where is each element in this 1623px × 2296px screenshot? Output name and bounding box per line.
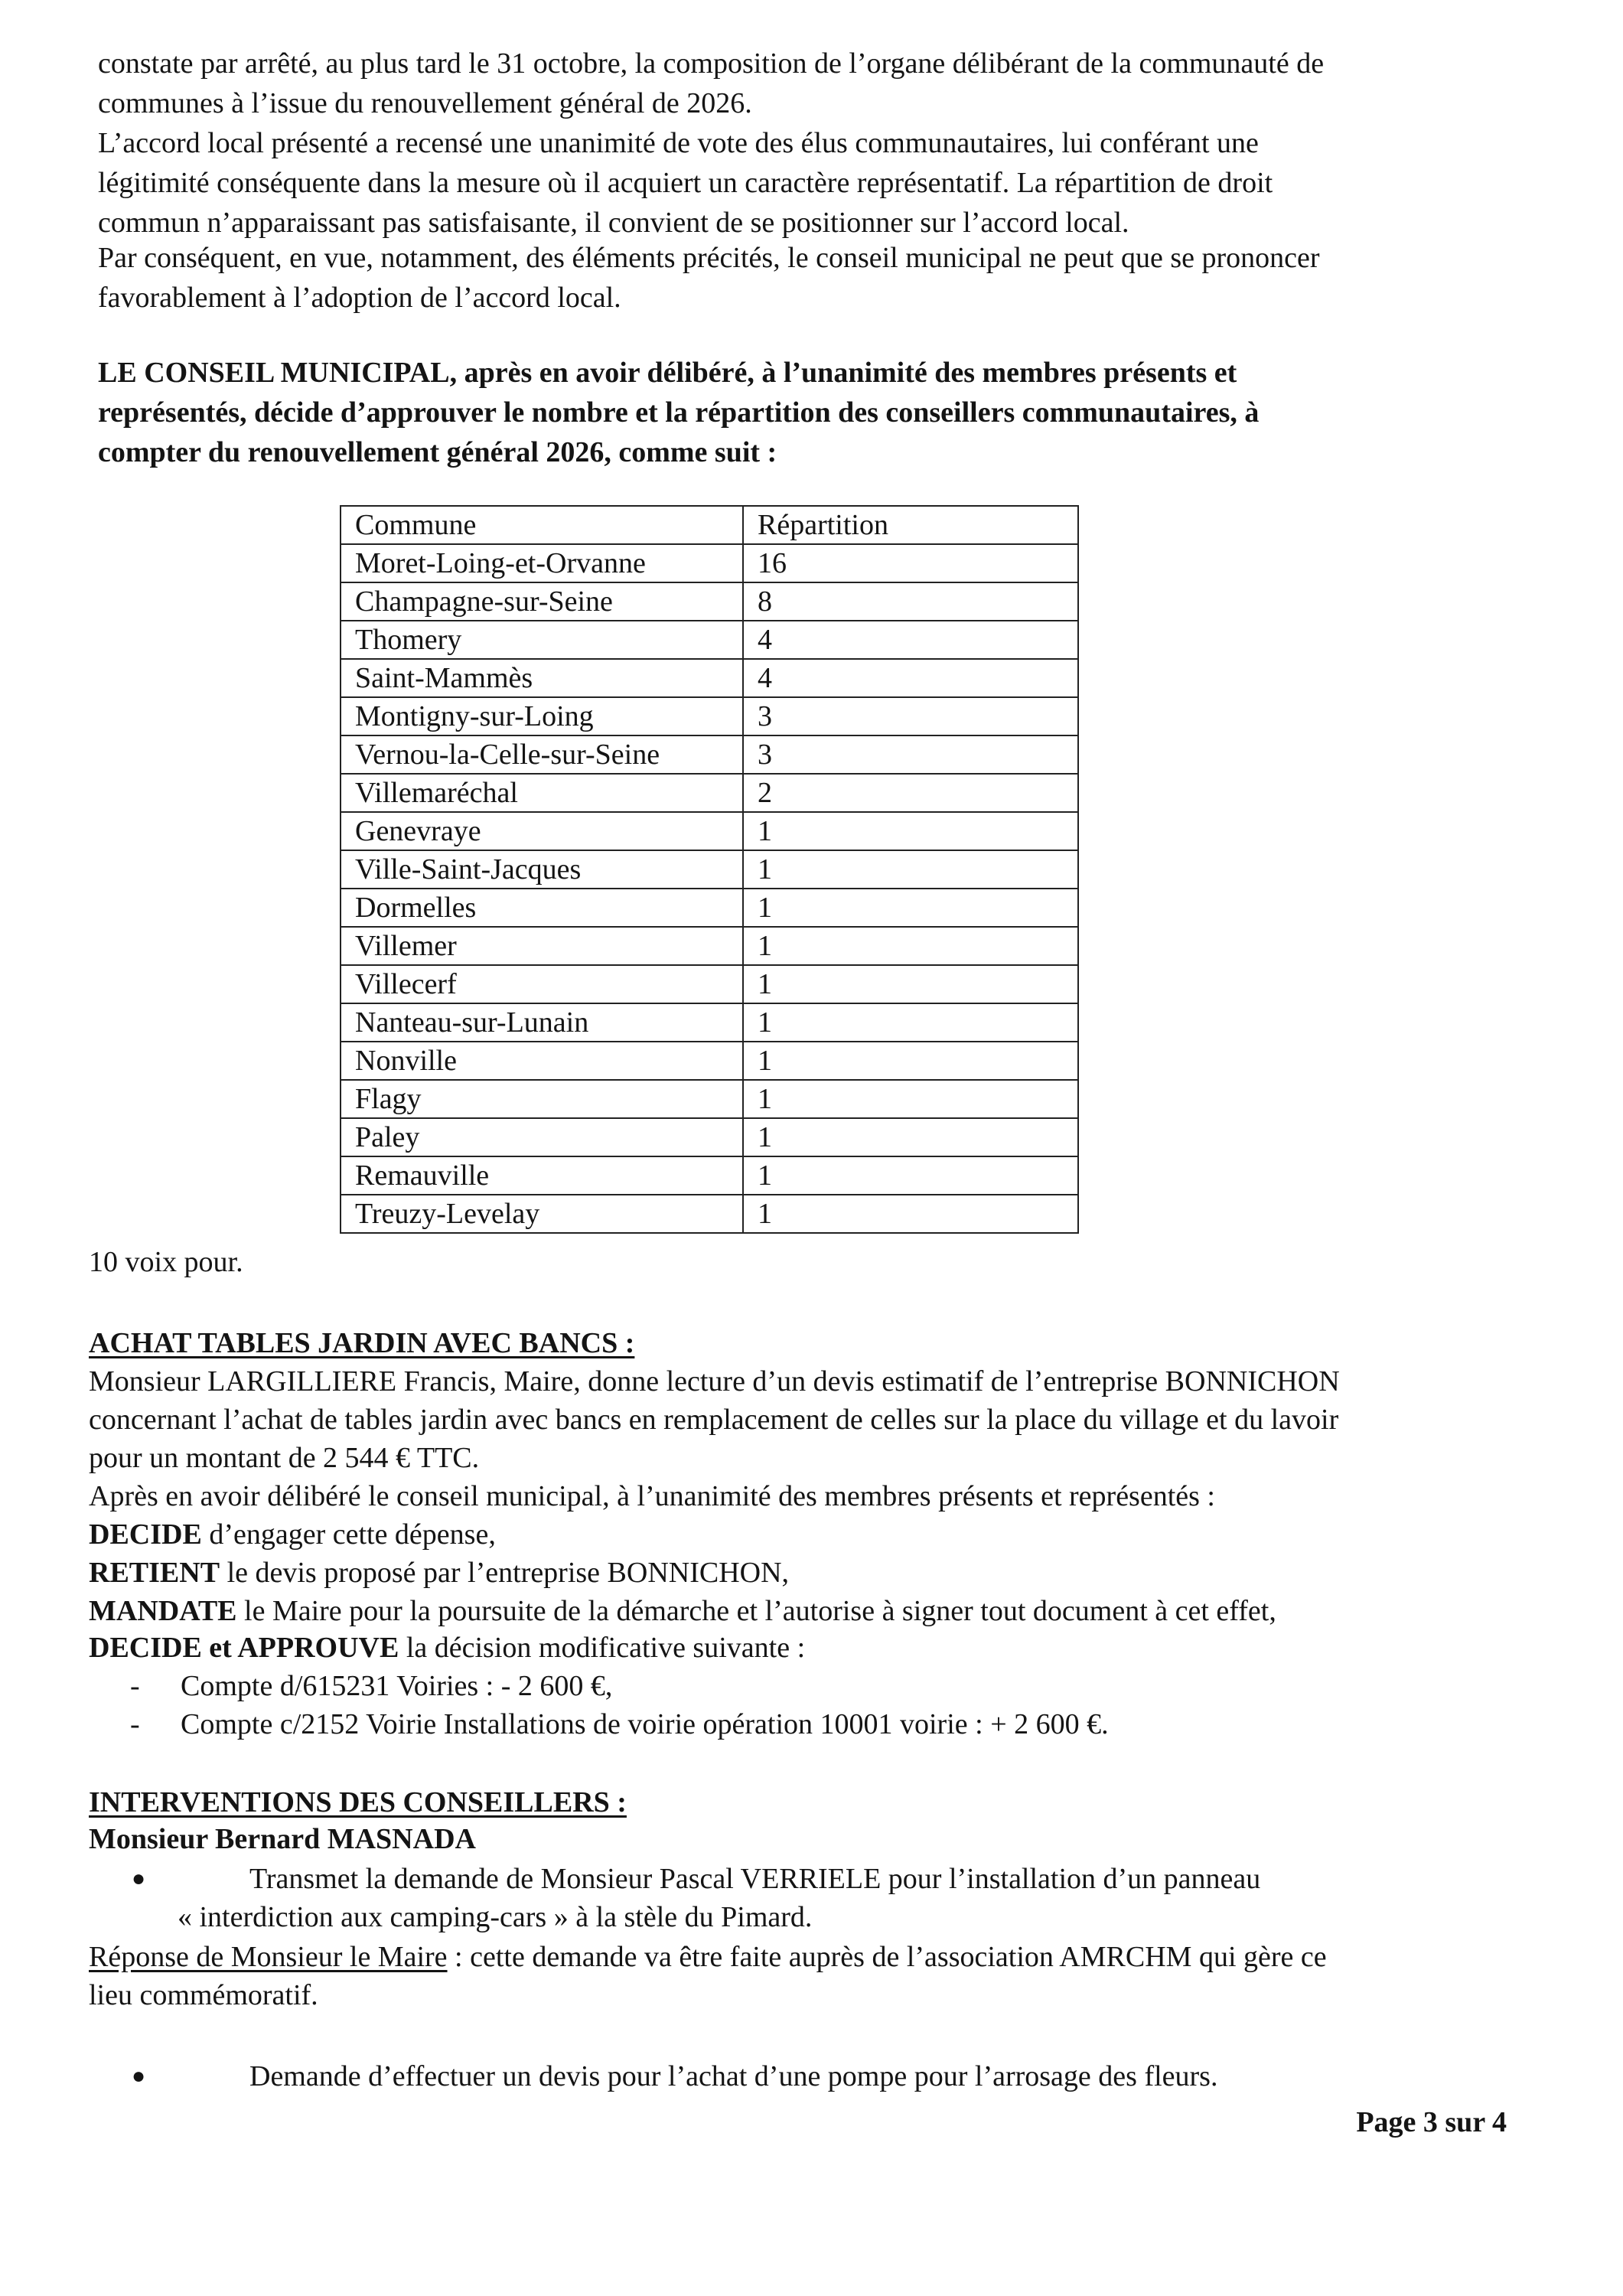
reponse-line <box>89 1938 1327 1976</box>
intro-line: constate par arrêté, au plus tard le 31 octobre, la composition de l’organe délibérant de la communauté de <box>98 47 1325 80</box>
approuve-line <box>89 1629 805 1667</box>
table-row <box>341 1042 1078 1080</box>
commune-cell: Saint-Mammès <box>341 659 743 697</box>
achat-line: Monsieur LARGILLIERE Francis, Maire, donne lecture d’un devis estimatif de l’entreprise BONNICHON <box>89 1365 1340 1397</box>
intro-line: commun n’apparaissant pas satisfaisante, il convient de se positionner sur l’accord local. <box>98 207 1129 239</box>
repartition-cell: 4 <box>743 659 1078 697</box>
bullet-icon: ● <box>132 2063 146 2089</box>
commune-cell: Villecerf <box>341 965 743 1003</box>
commune-cell: Dormelles <box>341 889 743 927</box>
table-row <box>341 927 1078 965</box>
intro-line: favorablement à l’adoption de l’accord local. <box>98 282 621 314</box>
decide-line <box>89 1515 496 1554</box>
table-row <box>341 850 1078 889</box>
repartition-cell: 16 <box>743 544 1078 582</box>
commune-cell: Villemer <box>341 927 743 965</box>
column-header-commune: Commune <box>341 506 743 544</box>
table-row <box>341 1118 1078 1156</box>
table-row <box>341 582 1078 621</box>
achat-line: Après en avoir délibéré le conseil municipal, à l’unanimité des membres présents et représentés : <box>89 1480 1215 1512</box>
table-row <box>341 1195 1078 1233</box>
intervention-line: Demande d’effectuer un devis pour l’achat d’une pompe pour l’arrosage des fleurs. <box>249 2060 1218 2092</box>
commune-cell: Treuzy-Levelay <box>341 1195 743 1233</box>
repartition-cell: 1 <box>743 965 1078 1003</box>
repartition-table <box>340 505 1079 1234</box>
table-row <box>341 889 1078 927</box>
commune-cell: Villemaréchal <box>341 774 743 812</box>
decision-line: compter du renouvellement général 2026, comme suit : <box>98 436 777 468</box>
commune-cell: Vernou-la-Celle-sur-Seine <box>341 735 743 774</box>
reponse-text: : cette demande va être faite auprès de l’association AMRCHM qui gère ce <box>447 1941 1327 1973</box>
repartition-cell: 1 <box>743 812 1078 850</box>
repartition-cell: 3 <box>743 735 1078 774</box>
table-row <box>341 965 1078 1003</box>
intro-line: Par conséquent, en vue, notamment, des éléments précités, le conseil municipal ne peut que se prononcer <box>98 242 1320 274</box>
repartition-cell: 1 <box>743 1195 1078 1233</box>
decide-text: d’engager cette dépense, <box>201 1518 496 1551</box>
repartition-cell: 1 <box>743 850 1078 889</box>
reponse-label: Réponse de Monsieur le Maire <box>89 1941 448 1973</box>
repartition-cell: 1 <box>743 1003 1078 1042</box>
commune-cell: Paley <box>341 1118 743 1156</box>
commune-cell: Remauville <box>341 1156 743 1195</box>
repartition-cell: 1 <box>743 1080 1078 1118</box>
keyword-approuve: DECIDE et APPROUVE <box>89 1632 399 1664</box>
section-heading-achat: ACHAT TABLES JARDIN AVEC BANCS : <box>89 1327 635 1359</box>
keyword-decide: DECIDE <box>89 1518 202 1551</box>
intro-line: légitimité conséquente dans la mesure où il acquiert un caractère représentatif. La répartition de droit <box>98 167 1273 199</box>
commune-cell: Genevraye <box>341 812 743 850</box>
commune-cell: Montigny-sur-Loing <box>341 697 743 735</box>
vote-result: 10 voix pour. <box>89 1246 243 1278</box>
account-item: Compte c/2152 Voirie Installations de voirie opération 10001 voirie : + 2 600 €. <box>181 1708 1109 1740</box>
commune-cell: Nonville <box>341 1042 743 1080</box>
approuve-text: la décision modificative suivante : <box>399 1632 806 1664</box>
table-row <box>341 1003 1078 1042</box>
repartition-cell: 1 <box>743 1118 1078 1156</box>
intro-line: L’accord local présenté a recensé une unanimité de vote des élus communautaires, lui conférant une <box>98 127 1259 159</box>
commune-cell: Ville-Saint-Jacques <box>341 850 743 889</box>
table-row <box>341 621 1078 659</box>
commune-cell: Champagne-sur-Seine <box>341 582 743 621</box>
achat-line: concernant l’achat de tables jardin avec bancs en remplacement de celles sur la place du village et du lavoir <box>89 1404 1339 1436</box>
commune-cell: Thomery <box>341 621 743 659</box>
mandate-text: le Maire pour la poursuite de la démarche et l’autorise à signer tout document à cet effet, <box>236 1595 1276 1627</box>
dash-marker: - <box>130 1670 140 1702</box>
keyword-retient: RETIENT <box>89 1557 220 1589</box>
page-prefix: Page <box>1356 2106 1423 2138</box>
repartition-cell: 1 <box>743 889 1078 927</box>
councillor-name: Monsieur Bernard MASNADA <box>89 1823 476 1855</box>
keyword-mandate: MANDATE <box>89 1595 237 1627</box>
table-row <box>341 1080 1078 1118</box>
commune-cell: Flagy <box>341 1080 743 1118</box>
intro-line: communes à l’issue du renouvellement général de 2026. <box>98 87 752 119</box>
intervention-line: « interdiction aux camping-cars » à la stèle du Pimard. <box>178 1901 813 1933</box>
decision-line: représentés, décide d’approuver le nombre et la répartition des conseillers communautaires, à <box>98 396 1260 429</box>
table-row <box>341 697 1078 735</box>
table-row <box>341 544 1078 582</box>
table-row <box>341 1156 1078 1195</box>
repartition-cell: 3 <box>743 697 1078 735</box>
table-row <box>341 735 1078 774</box>
repartition-cell: 2 <box>743 774 1078 812</box>
repartition-cell: 8 <box>743 582 1078 621</box>
retient-text: le devis proposé par l’entreprise BONNICHON, <box>220 1557 790 1589</box>
table-row <box>341 774 1078 812</box>
page-number <box>1356 2103 1507 2141</box>
repartition-cell: 4 <box>743 621 1078 659</box>
repartition-cell: 1 <box>743 1156 1078 1195</box>
table-row <box>341 812 1078 850</box>
bullet-icon: ● <box>132 1866 146 1891</box>
account-item: Compte d/615231 Voiries : - 2 600 €, <box>181 1670 613 1702</box>
repartition-cell: 1 <box>743 927 1078 965</box>
intervention-line: Transmet la demande de Monsieur Pascal VERRIELE pour l’installation d’un panneau <box>249 1863 1261 1895</box>
commune-cell: Moret-Loing-et-Orvanne <box>341 544 743 582</box>
table-header-row <box>341 506 1078 544</box>
commune-cell: Nanteau-sur-Lunain <box>341 1003 743 1042</box>
page-suffix: sur 4 <box>1437 2106 1507 2138</box>
reponse-line: lieu commémoratif. <box>89 1979 318 2011</box>
retient-line <box>89 1554 789 1592</box>
section-heading-interventions: INTERVENTIONS DES CONSEILLERS : <box>89 1786 627 1818</box>
repartition-cell: 1 <box>743 1042 1078 1080</box>
mandate-line <box>89 1592 1276 1630</box>
achat-line: pour un montant de 2 544 € TTC. <box>89 1442 480 1474</box>
decision-line: LE CONSEIL MUNICIPAL, après en avoir délibéré, à l’unanimité des membres présents et <box>98 357 1237 389</box>
dash-marker: - <box>130 1708 140 1740</box>
page-current: 3 <box>1423 2106 1438 2138</box>
column-header-repartition: Répartition <box>743 506 1078 544</box>
table-row <box>341 659 1078 697</box>
